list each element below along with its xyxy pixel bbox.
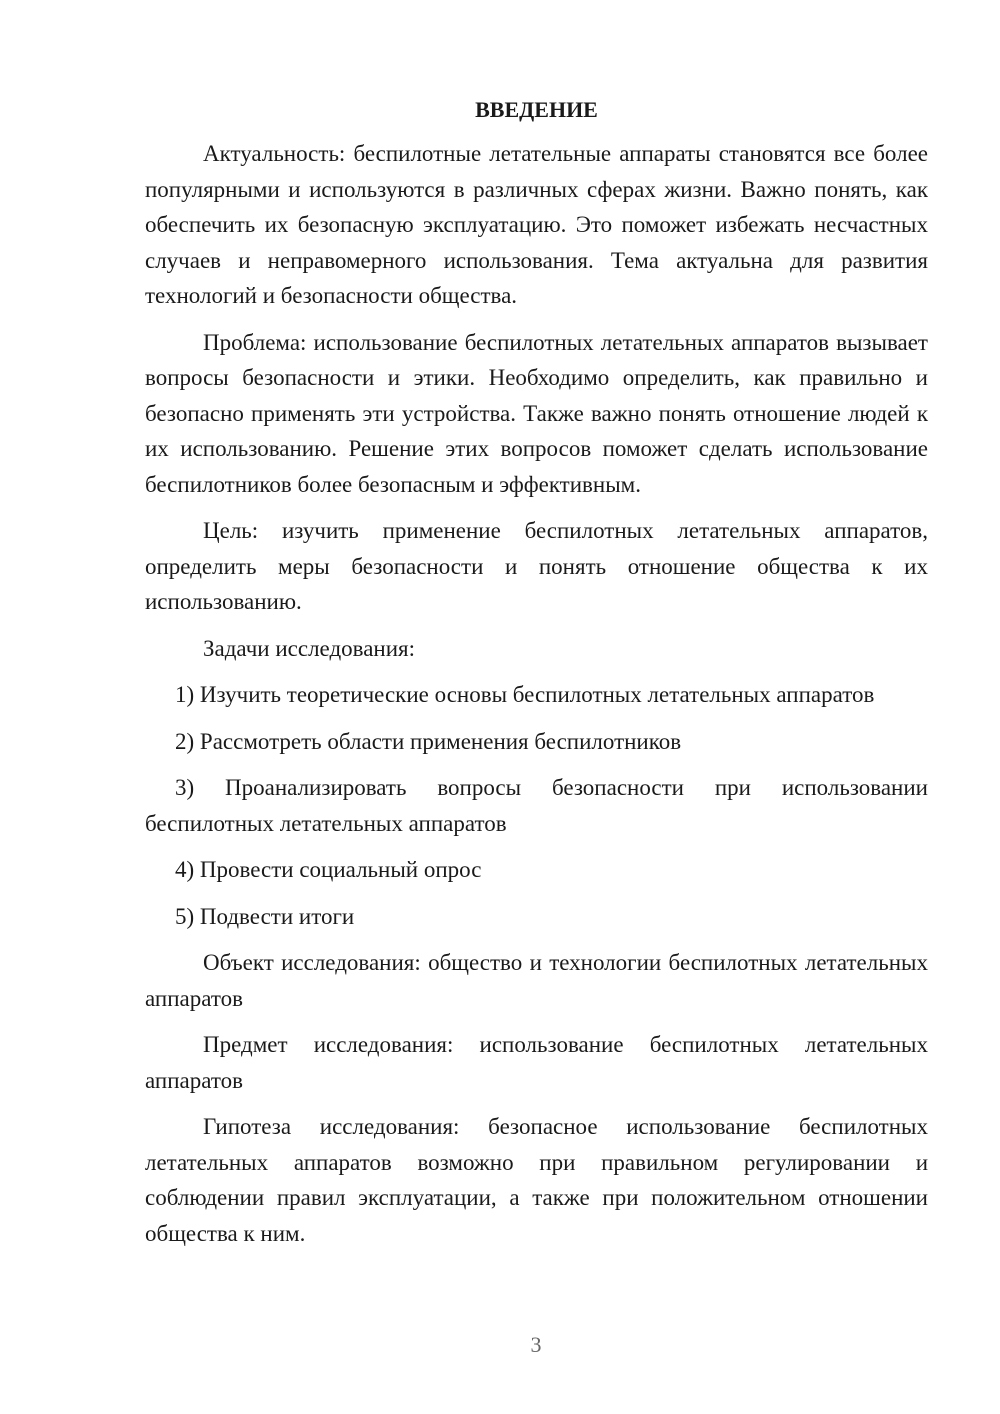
task-item-1: 1) Изучить теоретические основы беспилотных летательных аппаратов — [175, 682, 875, 707]
problem-paragraph: Проблема: использование беспилотных летательных аппаратов вызывает вопросы безопасности и этики. Необходимо определить, как правильно и безопасно применять эти устройства. Также важно понять отношение людей к их использованию. Решение этих вопросов поможет сделать использование беспилотников более безопасным и эффективным. — [145, 329, 928, 497]
document-page — [145, 90, 928, 1262]
subject-paragraph: Предмет исследования: использование беспилотных летательных аппаратов — [145, 1032, 928, 1093]
task-item-2: 2) Рассмотреть области применения беспилотников — [175, 728, 682, 754]
goal-paragraph: Цель: изучить применение беспилотных летательных аппаратов, определить меры безопасности и понять отношение общества к их использованию. — [145, 518, 928, 614]
tasks-heading: Задачи исследования: — [203, 635, 416, 661]
task-item-4: 4) Провести социальный опрос — [175, 857, 482, 882]
relevance-paragraph: Актуальность: беспилотные летательные аппараты становятся все более популярными и используются в различных сферах жизни. Важно понять, как обеспечить их безопасную эксплуатацию. Это поможет избежать несчастных случаев и неправомерного использования. Тема актуальна для развития технологий и безопасности общества. — [145, 141, 928, 308]
task-item-5: 5) Подвести итоги — [175, 903, 355, 929]
page-number: 3 — [530, 1332, 542, 1357]
task-item-3: 3) Проанализировать вопросы безопасности при использовании беспилотных летательных аппаратов — [145, 775, 928, 836]
hypothesis-paragraph: Гипотеза исследования: безопасное использование беспилотных летательных аппаратов возможно при правильном регулировании и соблюдении правил эксплуатации, а также при положительном отношении общества к ним. — [145, 1114, 928, 1246]
object-paragraph: Объект исследования: общество и технологии беспилотных летательных аппаратов — [145, 950, 928, 1011]
section-title: ВВЕДЕНИЕ — [475, 97, 598, 122]
